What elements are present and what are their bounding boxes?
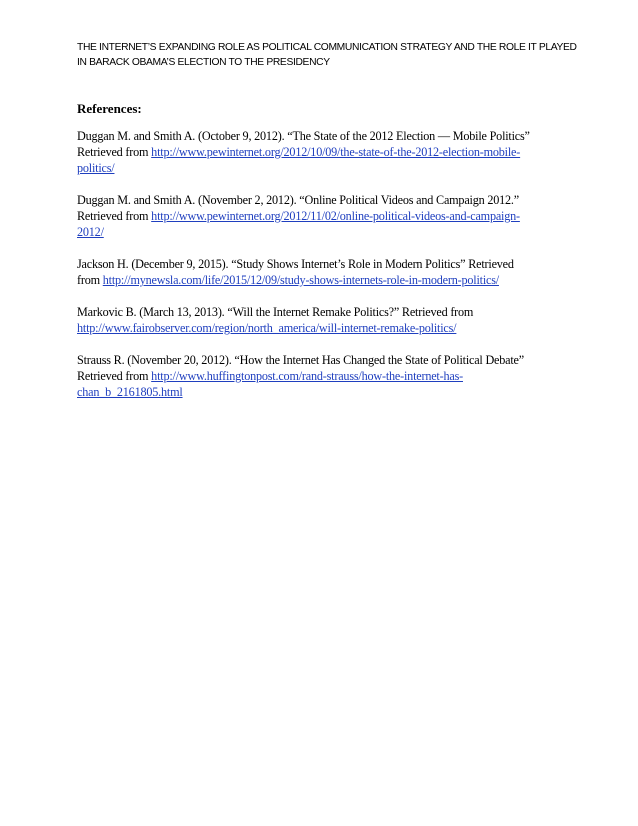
reference-link-line xyxy=(77,320,572,336)
reference-link-continuation[interactable]: chan_b_2161805.html xyxy=(77,385,183,399)
running-header xyxy=(77,40,577,70)
reference-item xyxy=(77,256,572,288)
reference-link-continuation[interactable]: 2012/ xyxy=(77,225,104,239)
reference-retrieved-line xyxy=(77,272,572,288)
retrieved-label: Retrieved from xyxy=(77,209,152,223)
reference-link[interactable]: http://www.fairobserver.com/region/north_america/will-internet-remake-politics/ xyxy=(77,321,457,335)
reference-citation: Markovic B. (March 13, 2013). “Will the Internet Remake Politics?” Retrieved from xyxy=(77,305,474,319)
reference-link[interactable]: http://www.pewinternet.org/2012/10/09/the-state-of-the-2012-election-mobile- xyxy=(151,145,521,159)
retrieved-label: from xyxy=(77,273,103,287)
reference-link-continuation-line xyxy=(77,160,572,176)
references-heading: References: xyxy=(77,101,142,116)
reference-link[interactable]: http://mynewsla.com/life/2015/12/09/study-shows-internets-role-in-modern-politics/ xyxy=(102,273,499,287)
retrieved-label: Retrieved from xyxy=(77,369,152,383)
references-list xyxy=(77,128,572,416)
retrieved-label: Retrieved from xyxy=(77,145,152,159)
reference-retrieved-line xyxy=(77,144,572,160)
reference-citation: Jackson H. (December 9, 2015). “Study Shows Internet’s Role in Modern Politics” Retrieved xyxy=(77,257,514,271)
header-line-1: THE INTERNET’S EXPANDING ROLE AS POLITICAL COMMUNICATION STRATEGY AND THE ROLE IT PLAYED xyxy=(77,42,577,53)
reference-link-continuation-line xyxy=(77,224,572,240)
reference-retrieved-line xyxy=(77,208,572,224)
reference-link[interactable]: http://www.pewinternet.org/2012/11/02/online-political-videos-and-campaign- xyxy=(151,209,520,223)
reference-retrieved-line xyxy=(77,368,572,384)
header-line-2: IN BARACK OBAMA’S ELECTION TO THE PRESIDENCY xyxy=(77,57,330,68)
reference-citation: Duggan M. and Smith A. (November 2, 2012). “Online Political Videos and Campaign 2012.” xyxy=(77,193,519,207)
reference-item xyxy=(77,128,572,176)
reference-item xyxy=(77,192,572,240)
reference-citation: Strauss R. (November 20, 2012). “How the Internet Has Changed the State of Political Debate” xyxy=(77,353,524,367)
reference-item xyxy=(77,304,572,336)
reference-item xyxy=(77,352,572,400)
reference-citation: Duggan M. and Smith A. (October 9, 2012). “The State of the 2012 Election — Mobile Politics” xyxy=(77,129,530,143)
reference-link-continuation[interactable]: politics/ xyxy=(77,161,115,175)
reference-link[interactable]: http://www.huffingtonpost.com/rand-strauss/how-the-internet-has- xyxy=(151,369,463,383)
reference-link-continuation-line xyxy=(77,384,572,400)
